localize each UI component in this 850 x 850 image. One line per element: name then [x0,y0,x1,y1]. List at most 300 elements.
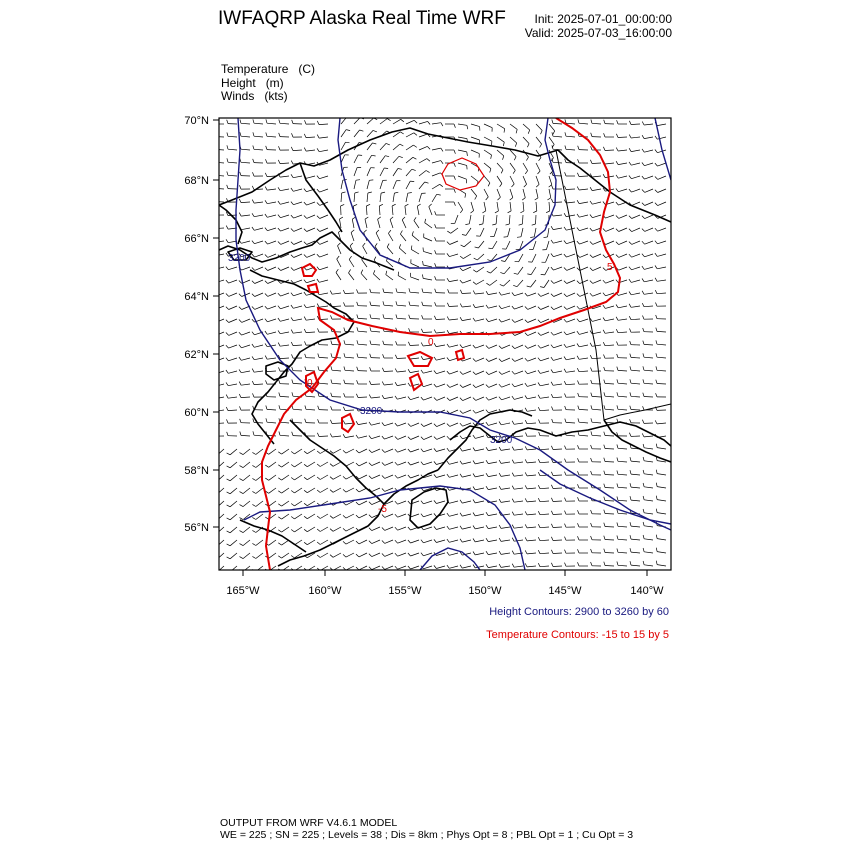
wind-barb-flag [239,281,242,284]
wind-barb-flag [398,169,402,170]
wind-barb-flag [617,392,618,396]
wind-barb-flag [643,444,644,448]
wind-barb [267,319,276,322]
wind-barb [280,202,289,204]
wind-barb-flag [252,332,255,335]
init-time: Init: 2025-07-01_00:00:00 [534,12,672,26]
wind-barb-flag [577,356,579,360]
wind-barb-flag [460,398,463,401]
wind-barb-flag [603,305,605,308]
wind-barb [566,228,575,230]
wind-barb [281,293,289,296]
lat-label: 60°N [184,407,209,419]
wind-barb-flag [524,184,527,187]
wind-barb [411,423,419,426]
wind-barb [631,137,640,138]
wind-barb-flag [447,371,450,374]
wind-barb [293,319,302,321]
wind-barb-flag [629,176,632,179]
wind-barb-flag [577,331,579,334]
wind-barb [254,422,263,423]
wind-barb [618,552,627,553]
wind-barb-flag [227,505,231,507]
wind-barb-flag [330,291,332,295]
wind-barb [488,293,497,295]
wind-barb-flag [331,406,332,410]
wind-barb-flag [553,131,555,135]
wind-barb [546,254,550,262]
wind-barb [645,241,653,244]
wind-barb-flag [383,341,384,345]
wind-barb [320,475,328,480]
wind-barb [518,267,523,274]
wind-barb [514,436,523,437]
wind-barb-flag [304,229,307,232]
wind-barb [527,527,536,528]
wind-barb [398,462,406,465]
wind-barb [410,358,419,359]
wind-barb-flag [538,383,540,386]
wind-barb [618,526,627,527]
wind-barb [514,293,523,296]
wind-barb-flag [467,152,468,156]
wind-barb [618,137,627,138]
wind-barb-flag [252,517,255,519]
wind-barb-flag [578,146,579,150]
wind-barb-flag [565,511,567,515]
wind-barb [502,371,510,374]
wind-barb [359,540,367,544]
wind-barb-flag [533,211,537,213]
aleutian-chain [240,520,306,552]
wind-barb-flag [291,342,293,346]
wind-barb-flag [501,170,503,174]
wind-barb [540,501,549,502]
wind-barb [217,488,224,494]
wind-barb-flag [551,267,554,270]
wind-barb-flag [486,551,488,554]
wind-barb-flag [375,243,377,246]
wind-barb-flag [520,211,524,213]
wind-barb [256,501,263,507]
wind-barb [566,202,575,203]
wind-barb [527,514,536,515]
wind-barb-flag [552,407,554,411]
wind-barb-flag [590,242,593,245]
wind-barb-flag [629,229,632,232]
wind-barb [553,123,562,124]
wind-barb-flag [551,550,553,554]
wind-barb-flag [486,486,488,489]
wind-barb [267,409,276,410]
wind-barb [514,462,523,463]
wind-barb [254,358,263,360]
wind-barb-flag [486,305,488,308]
wind-barb-flag [617,484,618,488]
wind-barb [243,566,250,572]
wind-barb-flag [265,228,268,231]
wind-barb-flag [414,133,417,136]
wind-barb-flag [525,408,527,412]
wind-barb [618,513,627,514]
wind-barb-flag [473,565,475,568]
wind-barb-flag [656,548,657,552]
wind-barb-flag [473,487,475,490]
wind-barb-flag [227,185,228,189]
wind-barb-flag [512,473,514,477]
wind-barb-flag [495,211,499,213]
wind-barb-flag [629,162,631,165]
wind-barb-flag [382,567,385,570]
wind-barb [267,123,276,124]
wind-barb-flag [304,280,307,283]
wind-barb-flag [265,343,267,346]
wind-barb-flag [519,224,523,225]
wind-barb [466,228,471,235]
wind-barb [372,449,380,453]
wind-barb-flag [629,254,632,257]
wind-barb [371,318,380,319]
wind-barb [307,527,315,532]
wind-barb-flag [525,446,527,450]
wind-barb-flag [278,491,281,493]
wind-barb-flag [434,539,437,542]
wind-barb [536,202,537,211]
wind-barb-flag [465,194,466,198]
wind-barb [372,566,380,570]
wind-barb-flag [434,474,437,477]
wind-barb [254,435,263,436]
wind-barb-flag [655,266,657,269]
wind-barb-flag [278,228,281,231]
wind-barb-flag [318,328,320,332]
wind-barb-flag [435,263,436,267]
wind-barb-flag [291,215,294,218]
wind-barb [411,449,420,452]
wind-barb-flag [629,135,631,139]
wind-barb [385,540,393,543]
wind-barb-flag [395,449,398,452]
wind-barb [346,449,354,453]
wind-barb-flag [305,406,306,410]
wind-barb [385,436,394,439]
wind-barb [294,501,302,506]
wind-barb-flag [291,161,293,165]
wind-barb [269,501,276,506]
wind-barb [254,345,263,347]
wind-barb [254,241,263,244]
wind-barb-flag [330,516,333,519]
wind-barb-flag [214,505,218,507]
wind-barb [449,345,458,347]
temp-label-south: -5 [378,504,387,515]
wind-barb-flag [279,120,280,124]
wind-barb [527,449,536,450]
wind-barb-flag [408,462,411,465]
wind-barb-flag [370,289,371,293]
wind-barb-flag [304,490,307,492]
wind-barb [475,488,484,490]
wind-barb [566,149,575,150]
wind-barb [384,318,393,319]
wind-barb-flag [565,132,566,136]
wind-barb [436,540,445,543]
wind-barb [462,475,471,477]
wind-barb-flag [304,134,306,138]
wind-barb-flag [331,341,332,345]
lon-label: 165°W [226,585,260,597]
wind-barb-flag [226,307,229,310]
wind-barb [631,280,640,282]
wind-barb-flag [460,513,462,516]
wind-barb [398,566,406,569]
wind-barb [566,358,575,360]
russia-coast [219,205,242,244]
wind-barb [497,150,504,156]
wind-barb [294,254,302,258]
wind-barb-flag [460,345,463,348]
wind-barb [419,171,426,177]
wind-barb [449,280,458,282]
wind-barb-flag [356,180,360,181]
wind-barb-flag [629,292,631,295]
wind-barb-flag [454,176,455,180]
wind-barb [333,514,341,518]
wind-barb [536,189,538,198]
wind-barb [527,410,536,411]
wind-barb [255,254,263,257]
wind-barb-flag [525,498,527,502]
wind-barb [631,539,640,540]
wind-barb-flag [448,289,449,293]
wind-barb [605,553,614,554]
wind-barb-flag [473,291,475,295]
wind-barb [566,384,575,385]
wind-barb [523,124,530,130]
wind-barb-flag [642,203,645,206]
wind-barb-flag [577,228,580,231]
wind-barb-flag [551,382,553,386]
wind-barb-flag [591,562,592,566]
wind-barb [242,332,250,335]
wind-barb-flag [656,470,657,474]
wind-barb [579,228,588,231]
wind-barb-flag [426,171,430,173]
wind-barb [228,175,237,176]
wind-barb [605,527,614,528]
wind-barb [541,332,549,335]
wind-barb-flag [643,470,644,474]
wind-barb [631,124,640,125]
yk-delta-coast [252,382,276,444]
wind-barb-flag [512,184,515,187]
wind-barb-flag [408,527,411,530]
wind-barb-flag [527,144,529,148]
wind-barb [657,357,666,358]
wind-barb-flag [454,202,455,206]
wind-barb [256,553,263,559]
wind-barb [365,219,367,228]
wind-barb-flag [305,367,306,371]
wind-barb-flag [514,273,518,274]
wind-barb [657,280,666,281]
wind-barb-flag [616,216,619,219]
wind-barb-flag [252,254,255,257]
wind-barb [346,488,354,492]
wind-barb-flag [616,305,618,308]
wind-barb-flag [291,317,293,320]
wind-barb-flag [360,130,364,131]
wind-barb [406,145,414,150]
wind-barb [619,228,627,232]
wind-barb-flag [278,318,280,321]
wind-barb-flag [504,129,505,133]
wind-barb [228,371,237,373]
wind-barb [294,280,302,283]
wind-barb [380,143,386,150]
wind-barb-flag [656,509,657,513]
wind-barb-flag [357,327,358,331]
wind-barb [423,265,432,267]
wind-barb-flag [499,397,502,400]
wind-barb-flag [538,485,540,489]
wind-barb-flag [539,432,540,436]
wind-barb-flag [499,384,502,387]
wind-barb [519,254,523,262]
wind-barb-flag [252,452,255,454]
wind-barb [553,254,562,257]
wind-barb-flag [513,285,517,286]
wind-barb [406,169,412,176]
wind-barb [332,306,341,307]
wind-barb [230,566,237,572]
wind-barb-flag [330,434,332,438]
wind-barb [605,475,614,476]
wind-barb [514,514,523,515]
wind-barb-flag [214,432,216,436]
lat-labels [184,115,209,534]
temp-label-west: 0 [307,378,313,389]
wind-barb-flag [643,379,644,383]
temperature-legend: Temperature Contours: -15 to 15 by 5 [486,629,669,641]
wind-barb [475,540,484,542]
wind-barb-flag [252,381,254,385]
wind-barb [333,488,341,492]
lat-axis [213,120,219,527]
wind-barb-flag [655,190,658,193]
wind-barb-flag [239,213,241,217]
wind-barb [367,143,373,150]
wind-barb-flag [304,255,307,258]
wind-barb [371,344,380,345]
wind-barbs [213,117,666,572]
wind-barb-flag [265,200,267,203]
wind-barb-flag [382,450,385,453]
wind-barb-flag [487,260,491,261]
wind-barb [228,136,237,137]
wind-barb-flag [226,370,228,373]
wind-barb [566,123,575,124]
wind-barb-flag [422,315,423,319]
wind-barb-flag [227,531,231,533]
wind-barb [419,159,427,163]
wind-barb-flag [655,253,657,256]
wind-barb [419,134,428,137]
wind-barb-flag [473,461,475,464]
wind-barb [503,280,510,286]
wind-barb [423,514,432,517]
wind-barb [423,384,432,387]
wind-barb [531,267,536,275]
wind-barb-flag [396,315,397,319]
wind-barb-flag [538,459,540,463]
wind-barb-flag [227,544,231,546]
wind-barb-flag [604,445,605,449]
wind-barb [267,332,276,334]
wind-barb [359,553,367,557]
wind-barb-flag [214,453,218,455]
wind-barb [475,319,484,321]
wind-barb [269,475,276,480]
wind-barb-flag [350,243,353,246]
wind-barb-flag [401,119,404,122]
wind-barb [536,176,539,184]
wind-barb [501,462,510,463]
wind-barb-flag [318,354,319,358]
wind-barb [373,274,380,280]
wind-barb-flag [265,214,267,217]
wind-barb-flag [363,243,366,246]
wind-barb [293,422,302,423]
wind-barb-flag [373,143,377,144]
wind-barb [241,371,250,373]
wind-barb-flag [590,343,592,347]
wind-barb-flag [395,553,398,556]
wind-barb [293,189,302,191]
wind-barb [497,124,505,129]
wind-barb-flag [655,177,658,180]
wind-barb [436,332,445,333]
wind-barb [462,306,471,307]
wind-barb [306,280,315,283]
wind-barb-flag [227,453,231,455]
wind-barb [463,397,471,401]
wind-barb [632,228,640,232]
wind-barb-flag [629,279,631,282]
wind-barb [462,566,471,568]
wind-barb [320,241,328,244]
wind-barb [554,280,562,283]
wind-barb [497,137,504,142]
wind-barb [345,357,354,358]
wind-barb [510,150,516,157]
wind-barb-flag [408,397,411,400]
wind-barb [256,488,263,494]
wind-barb-flag [408,501,411,504]
wind-barb [333,475,341,479]
wind-barb-flag [304,464,307,466]
wind-barb-flag [447,231,450,233]
wind-barb [293,202,302,205]
valid-time: Valid: 2025-07-03_16:00:00 [524,26,672,40]
wind-barb-flag [642,303,644,307]
wind-barb-flag [577,214,579,217]
wind-barb-flag [538,511,540,515]
wind-barb [423,553,432,556]
wind-barb-flag [525,485,527,489]
wind-barb [606,280,614,283]
wind-barb [501,475,510,476]
